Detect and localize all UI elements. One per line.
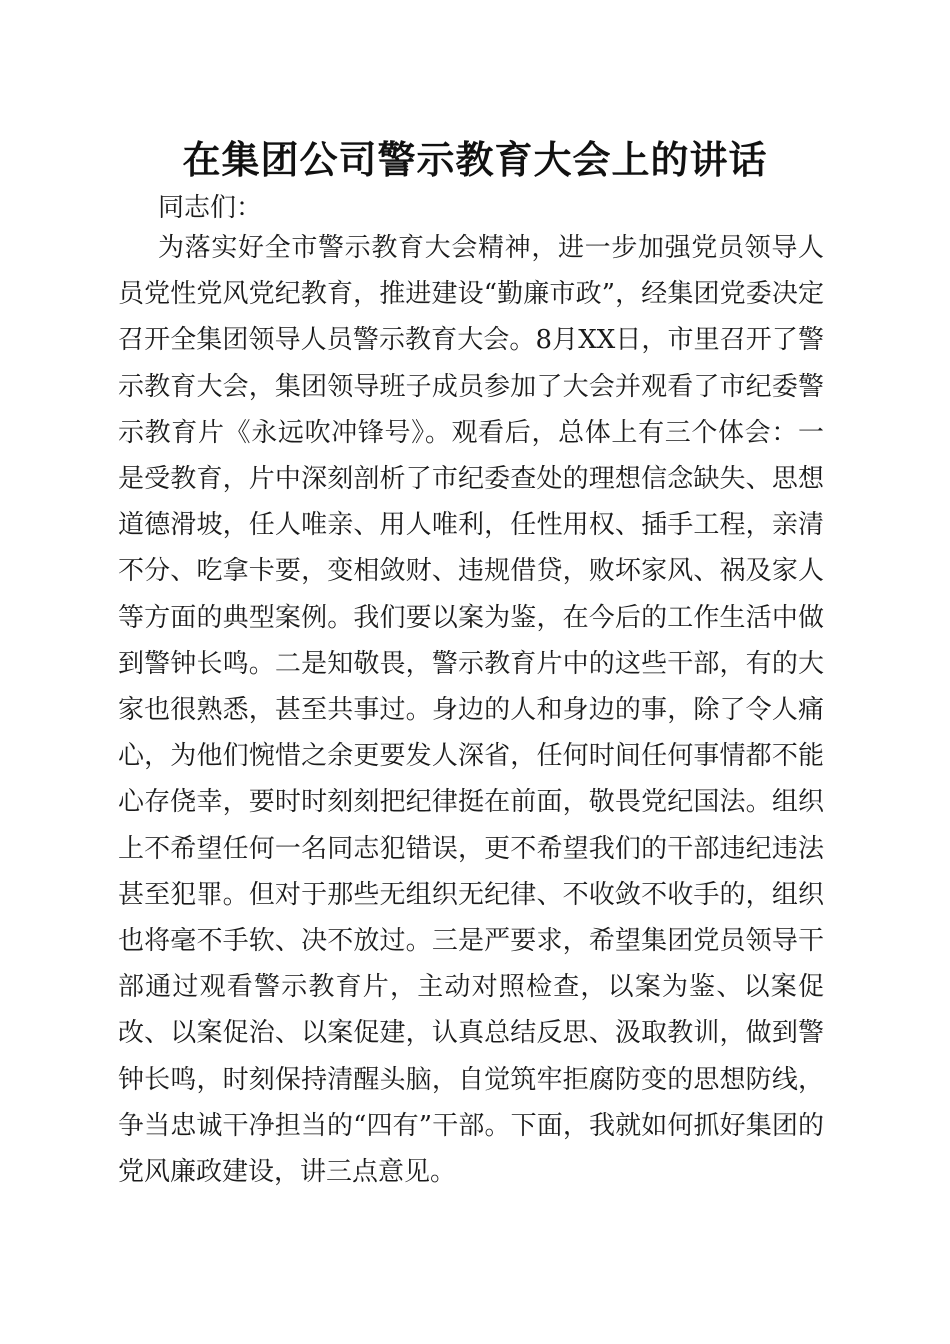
document-title: 在集团公司警示教育大会上的讲话: [182, 137, 768, 182]
body-paragraph: 为落实好全市警示教育大会精神，进一步加强党员领导人员党性党风党纪教育，推进建设“勤廉市政”，经集团党委决定召开全集团领导人员警示教育大会。8月XX日，市里召开了警示教育大会，集团领导班子成员参加了大会并观看了市纪委警示教育片《永远吹冲锋号》。观看后，总体上有三个体会：一是受教育，片中深刻剖析了市纪委查处的理想信念缺失、思想道德滑坡，任人唯亲、用人唯利，任性用权、插手工程，亲清不分、吃拿卡要，变相敛财、违规借贷，败坏家风、祸及家人等方面的典型案例。我们要以案为鉴，在今后的工作生活中做到警钟长鸣。二是知敬畏，警示教育片中的这些干部，有的大家也很熟悉，甚至共事过。身边的人和身边的事，除了令人痛心，为他们惋惜之余更要发人深省，任何时间任何事情都不能心存侥幸，要时时刻刻把纪律挺在前面，敬畏党纪国法。组织上不希望任何一名同志犯错误，更不希望我们的干部违纪违法甚至犯罪。但对于那些无组织无纪律、不收敛不收手的，组织也将毫不手软、决不放过。三是严要求，希望集团党员领导干部通过观看警示教育片，主动对照检查，以案为鉴、以案促改、以案促治、以案促建，认真总结反思、汲取教训，做到警钟长鸣，时刻保持清醒头脑，自觉筑牢拒腐防变的思想防线，争当忠诚干净担当的“四有”干部。下面，我就如何抓好集团的党风廉政建设，讲三点意见。: [118, 233, 824, 1188]
salutation: 同志们：: [158, 193, 263, 223]
